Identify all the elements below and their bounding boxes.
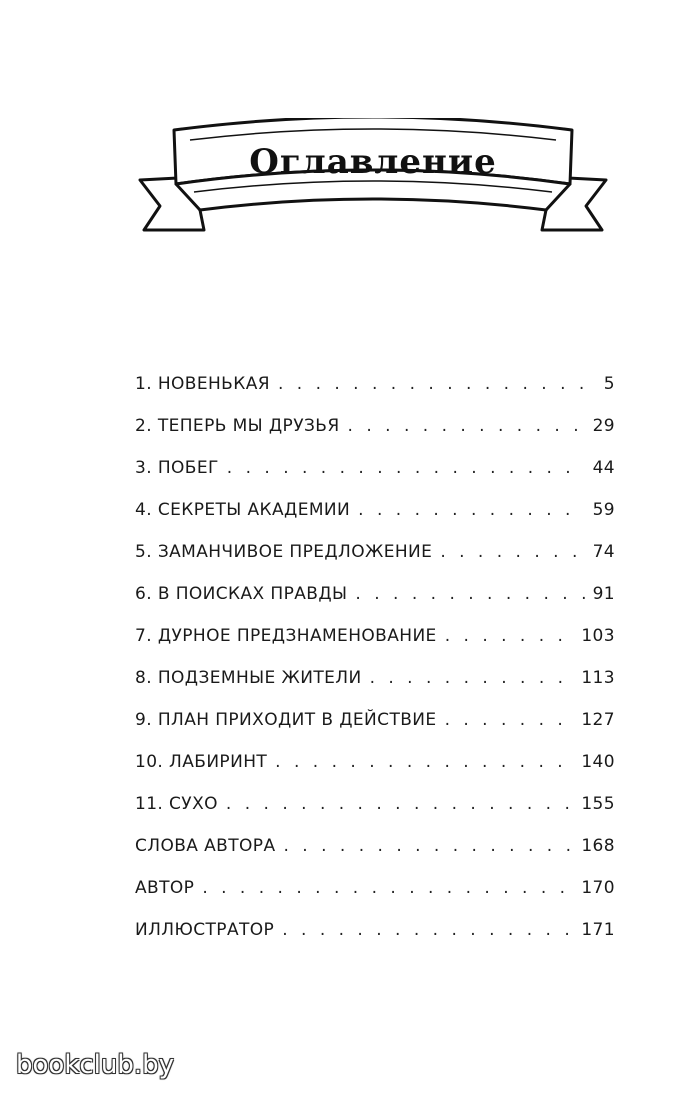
- toc-entry-page: 171: [581, 920, 615, 940]
- toc-entry-page: 140: [581, 752, 615, 772]
- toc-entry-title: 11. СУХО: [135, 794, 218, 814]
- toc-entry-page: 91: [592, 584, 615, 604]
- toc-entry: [135, 458, 615, 500]
- toc-entry-title: 3. ПОБЕГ: [135, 458, 219, 478]
- toc-entry-page: 113: [581, 668, 615, 688]
- toc-entry-title: 2. ТЕПЕРЬ МЫ ДРУЗЬЯ: [135, 416, 340, 436]
- toc-leader-dots: [355, 584, 584, 604]
- toc-entry: [135, 416, 615, 458]
- toc-entry-page: 168: [581, 836, 615, 856]
- toc-leader-dots: [445, 710, 574, 730]
- toc-entry-title: 6. В ПОИСКАХ ПРАВДЫ: [135, 584, 348, 604]
- toc-entry: [135, 836, 615, 878]
- toc-entry-page: 127: [581, 710, 615, 730]
- toc-entry-page: 155: [581, 794, 615, 814]
- page-title: Оглавление: [249, 142, 497, 182]
- toc-leader-dots: [282, 920, 573, 940]
- toc-leader-dots: [440, 542, 584, 562]
- toc-entry-title: 9. ПЛАН ПРИХОДИТ В ДЕЙСТВИЕ: [135, 710, 437, 730]
- toc-entry-title: 10. ЛАБИРИНТ: [135, 752, 268, 772]
- toc-entry-title: АВТОР: [135, 878, 195, 898]
- toc-entry-title: 8. ПОДЗЕМНЫЕ ЖИТЕЛИ: [135, 668, 362, 688]
- toc-entry-page: 59: [592, 500, 615, 520]
- toc-leader-dots: [445, 626, 574, 646]
- toc-leader-dots: [275, 752, 573, 772]
- toc-entry: [135, 500, 615, 542]
- toc-entry-page: 44: [592, 458, 615, 478]
- toc-entry: [135, 542, 615, 584]
- toc-entry: [135, 794, 615, 836]
- toc-entry-page: 29: [592, 416, 615, 436]
- toc-entry: [135, 920, 615, 962]
- toc-entry: [135, 710, 615, 752]
- toc-entry: [135, 878, 615, 920]
- toc-entry-title: СЛОВА АВТОРА: [135, 836, 276, 856]
- toc-entry-page: 5: [603, 374, 615, 394]
- ribbon-banner-icon: [138, 118, 608, 258]
- toc-leader-dots: [358, 500, 584, 520]
- toc-leader-dots: [202, 878, 573, 898]
- toc-leader-dots: [370, 668, 574, 688]
- toc-entry-title: 4. СЕКРЕТЫ АКАДЕМИИ: [135, 500, 351, 520]
- toc-entry: [135, 668, 615, 710]
- toc-leader-dots: [226, 794, 573, 814]
- toc-entry: [135, 374, 615, 416]
- toc-entry: [135, 584, 615, 626]
- watermark-text: bookclub.by: [16, 1050, 175, 1080]
- toc-entry-title: ИЛЛЮСТРАТОР: [135, 920, 275, 940]
- toc-entry: [135, 626, 615, 668]
- toc-entry-page: 74: [592, 542, 615, 562]
- toc-entry-page: 170: [581, 878, 615, 898]
- toc-entry-page: 103: [581, 626, 615, 646]
- table-of-contents: [135, 374, 615, 962]
- ribbon-banner: [138, 118, 608, 258]
- toc-leader-dots: [278, 374, 587, 394]
- toc-leader-dots: [283, 836, 573, 856]
- toc-entry-title: 7. ДУРНОЕ ПРЕДЗНАМЕНОВАНИЕ: [135, 626, 437, 646]
- toc-leader-dots: [227, 458, 585, 478]
- toc-entry-title: 1. НОВЕНЬКАЯ: [135, 374, 270, 394]
- toc-entry: [135, 752, 615, 794]
- toc-entry-title: 5. ЗАМАНЧИВОЕ ПРЕДЛОЖЕНИЕ: [135, 542, 433, 562]
- toc-leader-dots: [348, 416, 585, 436]
